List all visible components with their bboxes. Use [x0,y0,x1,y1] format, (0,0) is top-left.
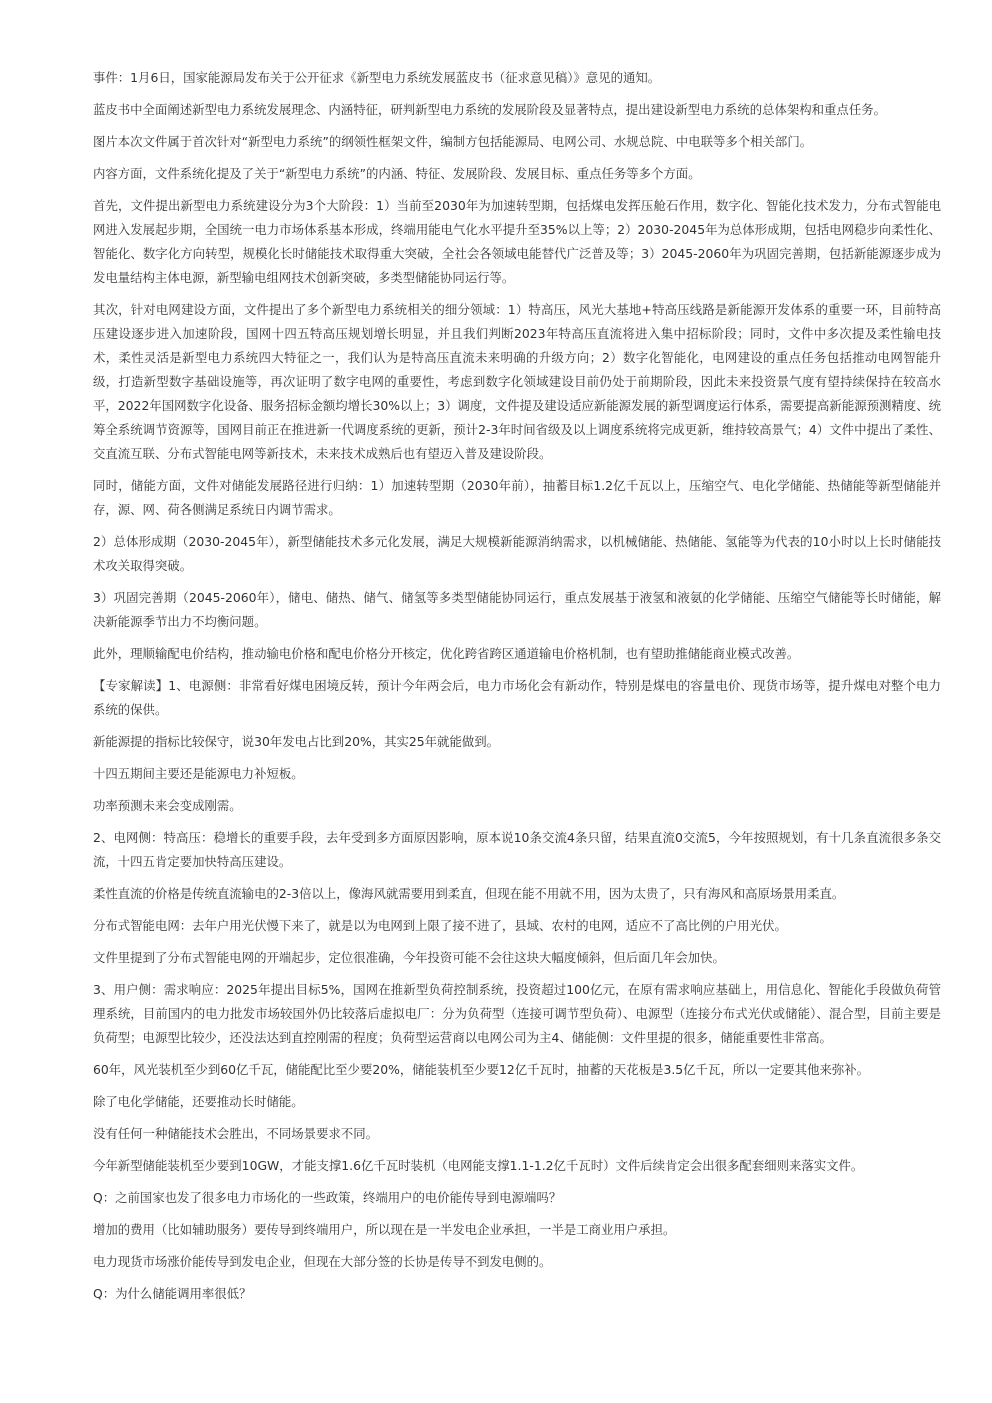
paragraph-long-duration: 除了电化学储能，还要推动长时储能。 [93,1094,304,1109]
paragraph-bluebook-summary: 蓝皮书中全面阐述新型电力系统发展理念、内涵特征，研判新型电力系统的发展阶段及显著特点，提出建设新型电力系统的总体架构和重点任务。 [93,102,886,117]
paragraph-2060-capacity: 60年，风光装机至少到60亿千瓦，储能配比至少要20%，储能装机至少要12亿千瓦时，抽蓄的天花板是3.5亿千瓦，所以一定要其他来弥补。 [93,1062,870,1077]
paragraph-stages: 首先，文件提出新型电力系统建设分为3个大阶段：1）当前至2030年为加速转型期，包括煤电发挥压舱石作用，数字化、智能化技术发力，分布式智能电网进入发展起步期，全国统一电力市场体系基本形成，终端用能电气化水平提升至35%以上等；2）2030-2045年为总体形成期，包括电网稳步向柔性化、智能化、数字化方向转型，规模化长时储能技术取得重大突破，全社会各领域电能替代广泛普及等；3）2045-2060年为巩固完善期，包括新能源逐步成为发电量结构主体电源，新型输电组网技术创新突破，多类型储能协同运行等。 [93,198,941,285]
paragraph-new-storage-target: 今年新型储能装机至少要到10GW，才能支撑1.6亿千瓦时装机（电网能支撑1.1-1.2亿千瓦时）文件后续肯定会出很多配套细则来落实文件。 [93,1158,864,1173]
paragraph-storage-stage-3: 3）巩固完善期（2045-2060年），储电、储热、储气、储氢等多类型储能协同运行，重点发展基于液氢和液氨的化学储能、压缩空气储能等长时储能，解决新能源季节出力不均衡问题。 [93,590,941,629]
paragraph-expert-source: 【专家解读】1、电源侧：非常看好煤电困境反转，预计今年两会后，电力市场化会有新动作，特别是煤电的容量电价、现货市场等，提升煤电对整个电力系统的保供。 [93,678,941,717]
paragraph-new-energy-target: 新能源提的指标比较保守，说30年发电占比到20%，其实25年就能做到。 [93,734,500,749]
paragraph-answer-1a: 增加的费用（比如辅助服务）要传导到终端用户，所以现在是一半发电企业承担，一半是工商业用户承担。 [93,1222,676,1237]
paragraph-question-2: Q：为什么储能调用率很低？ [93,1286,252,1301]
paragraph-storage-stage-1: 同时，储能方面，文件对储能发展路径进行归纳：1）加速转型期（2030年前），抽蓄目标1.2亿千瓦以上，压缩空气、电化学储能、热储能等新型储能并存，源、网、荷各侧满足系统日内调节需求。 [93,478,941,517]
paragraph-grid: 其次，针对电网建设方面，文件提出了多个新型电力系统相关的细分领域：1）特高压，风光大基地+特高压线路是新能源开发体系的重要一环，目前特高压建设逐步进入加速阶段，国网十四五特高压规划增长明显，并且我们判断2023年特高压直流将进入集中招标阶段；同时，文件中多次提及柔性输电技术，柔性灵活是新型电力系统四大特征之一，我们认为是特高压直流未来明确的升级方向；2）数字化智能化，电网建设的重点任务包括推动电网智能升级，打造新型数字基础设施等，再次证明了数字电网的重要性，考虑到数字化领域建设目前仍处于前期阶段，因此未来投资景气度有望持续保持在较高水平，2022年国网数字化设备、服务招标金额均增长30%以上；3）调度，文件提及建设适应新能源发展的新型调度运行体系，需要提高新能源预测精度、统筹全系统调节资源等，国网目前正在推进新一代调度系统的更新，预计2-3年时间省级及以上调度系统将完成更新，维持较高景气；4）文件中提出了柔性、交直流互联、分布式智能电网等新技术，未来技术成熟后也有望迈入普及建设阶段。 [93,302,941,461]
paragraph-expert-user: 3、用户侧：需求响应：2025年提出目标5%，国网在推新型负荷控制系统，投资超过100亿元，在原有需求响应基础上，用信息化、智能化手段做负荷管理系统，目前国内的电力批发市场较国外仍比较落后虚拟电厂：分为负荷型（连接可调节型负荷）、电源型（连接分布式光伏或储能）、混合型，目前主要是负荷型；电源型比较少，还没法达到直控刚需的程度；负荷型运营商以电网公司为主4、储能侧：文件里提的很多，储能重要性非常高。 [93,982,941,1045]
paragraph-14th-plan: 十四五期间主要还是能源电力补短板。 [93,766,304,781]
paragraph-expert-grid: 2、电网侧：特高压：稳增长的重要手段，去年受到多方面原因影响，原本说10条交流4条只留，结果直流0交流5，今年按照规划，有十几条直流很多条交流，十四五肯定要加快特高压建设。 [93,830,941,869]
paragraph-question-1: Q：之前国家也发了很多电力市场化的一些政策，终端用户的电价能传导到电源端吗？ [93,1190,562,1205]
document-body [93,66,941,1314]
paragraph-no-single-winner: 没有任何一种储能技术会胜出，不同场景要求不同。 [93,1126,378,1141]
paragraph-pricing: 此外，理顺输配电价结构，推动输电价格和配电价格分开核定，优化跨省跨区通道输电价格机制，也有望助推储能商业模式改善。 [93,646,800,661]
paragraph-distributed-investment: 文件里提到了分布式智能电网的开端起步，定位很准确，今年投资可能不会往这块大幅度倾斜，但后面几年会加快。 [93,950,725,965]
paragraph-answer-1b: 电力现货市场涨价能传导到发电企业，但现在大部分签的长协是传导不到发电侧的。 [93,1254,552,1269]
paragraph-content: 内容方面，文件系统化提及了关于“新型电力系统”的内涵、特征、发展阶段、发展目标、重点任务等多个方面。 [93,166,701,181]
paragraph-storage-stage-2: 2）总体形成期（2030-2045年），新型储能技术多元化发展，满足大规模新能源消纳需求，以机械储能、热储能、氢能等为代表的10小时以上长时储能技术攻关取得突破。 [93,534,941,573]
paragraph-framework: 图片本次文件属于首次针对“新型电力系统”的纲领性框架文件，编制方包括能源局、电网公司、水规总院、中电联等多个相关部门。 [93,134,813,149]
paragraph-distributed-grid: 分布式智能电网：去年户用光伏慢下来了，就是以为电网到上限了接不进了，县域、农村的电网，适应不了高比例的户用光伏。 [93,918,787,933]
paragraph-power-forecast: 功率预测未来会变成刚需。 [93,798,242,813]
paragraph-event: 事件：1月6日，国家能源局发布关于公开征求《新型电力系统发展蓝皮书（征求意见稿）》意见的通知。 [93,70,661,85]
paragraph-flexible-dc: 柔性直流的价格是传统直流输电的2-3倍以上，像海风就需要用到柔直，但现在能不用就不用，因为太贵了，只有海风和高原场景用柔直。 [93,886,845,901]
